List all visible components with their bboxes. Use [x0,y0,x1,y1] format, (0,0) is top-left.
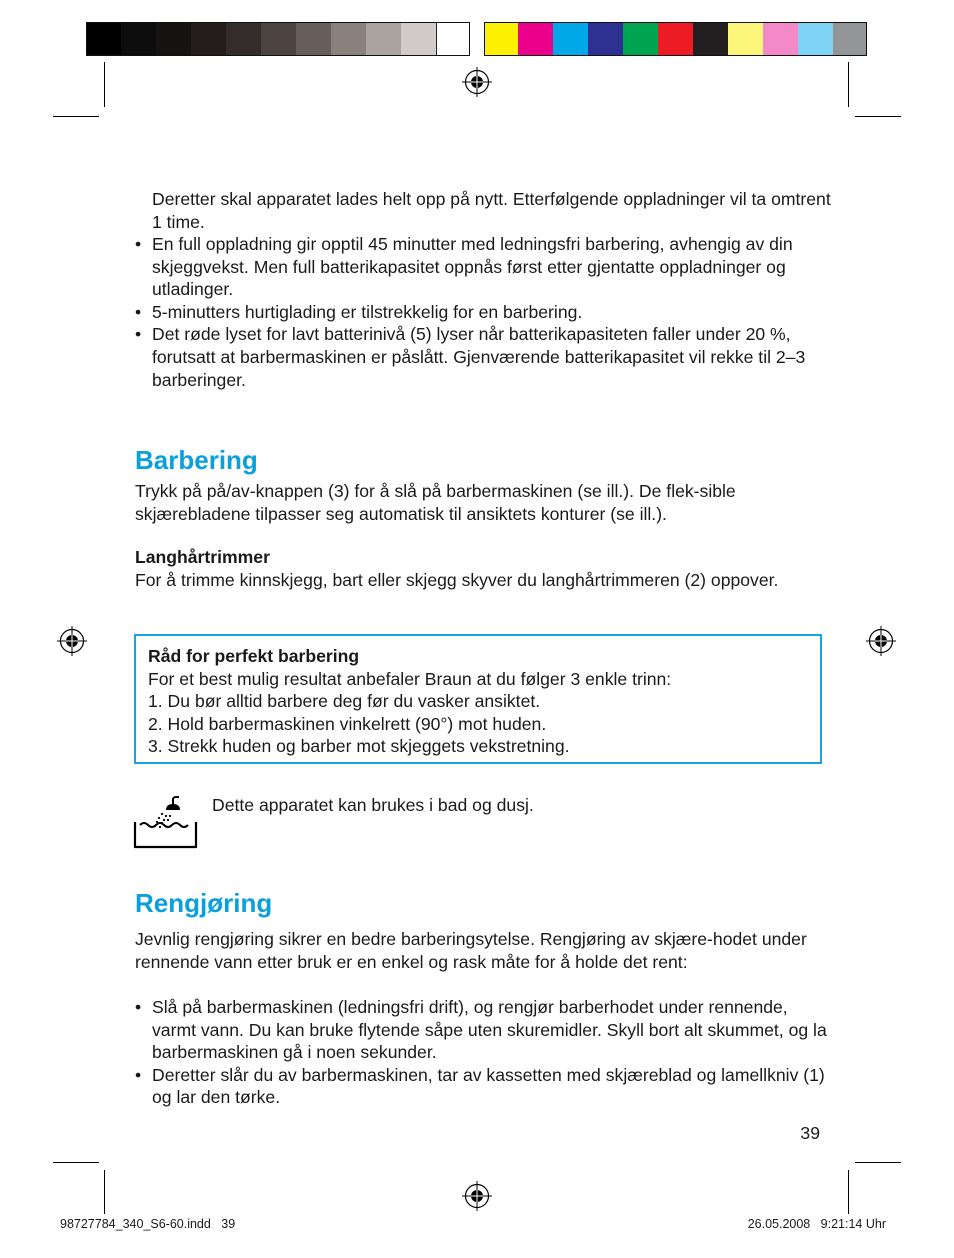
crop-mark [104,1170,105,1214]
intro-continuation: Deretter skal apparatet lades helt opp på nytt. Etterfølgende oppladninger vil ta omtrent 1 time. [152,189,831,232]
section-heading-cleaning: Rengjøring [135,888,273,918]
shower-bath-icon [133,794,199,850]
crop-mark [53,1162,99,1163]
shaving-body: Trykk på på/av-knappen (3) for å slå på barbermaskinen (se ill.). De flek-sible skjærebladene tilpasser seg automatisk til ansiktets konturer (se ill.). [135,481,736,524]
crop-mark [855,1162,901,1163]
color-bar-outline-left [86,22,470,56]
color-bar-outline-right [484,22,867,56]
list-item: • 5-minutters hurtiglading er tilstrekkelig for en barbering. [135,301,835,324]
trimmer-body: For å trimme kinnskjegg, bart eller skjegg skyver du langhårtrimmeren (2) oppover. [135,570,779,590]
crop-mark [53,116,99,117]
crop-mark [848,62,849,107]
page-number: 39 [800,1123,820,1143]
registration-mark-icon [462,1181,492,1211]
list-item: 3. Strekk huden og barber mot skjeggets vekstretning. [148,736,570,757]
crop-mark [104,62,105,107]
crop-mark [855,116,901,117]
tips-title: Råd for perfekt barbering [148,646,360,666]
list-item: 2. Hold barbermaskinen vinkelrett (90°) mot huden. [148,713,547,734]
registration-mark-icon [462,67,492,97]
trimmer-title: Langhårtrimmer [135,547,270,567]
footer-file-info: 98727784_340_S6-60.indd 39 [60,1217,236,1231]
footer-timestamp: 26.05.2008 9:21:14 Uhr [747,1217,886,1231]
registration-mark-icon [866,626,896,656]
tips-box [134,634,822,764]
bath-note-text: Dette apparatet kan brukes i bad og dusj. [212,795,534,815]
list-item: 1. Du bør alltid barbere deg før du vasker ansiktet. [148,691,541,712]
list-item: • Det røde lyset for lavt batterinivå (5) lyser når batterikapasiteten faller under 20 %, forutsatt at barbermaskinen er påslått. Gjenværende batterikapasitet vil rekke til 2–3 barberinger. [135,323,835,391]
registration-mark-icon [57,626,87,656]
list-item: • Deretter slår du av barbermaskinen, tar av kassetten med skjæreblad og lamellkniv (1) og lar den tørke. [135,1064,835,1109]
cleaning-body: Jevnlig rengjøring sikrer en bedre barberingsytelse. Rengjøring av skjære-hodet under rennende vann etter bruk er en enkel og rask måte for å holde det rent: [135,929,807,972]
section-heading-shaving: Barbering [135,445,258,475]
tips-intro: For et best mulig resultat anbefaler Braun at du følger 3 enkle trinn: [148,668,672,689]
list-item: • En full oppladning gir opptil 45 minutter med ledningsfri barbering, avhengig av din skjeggvekst. Men full batterikapasitet oppnås først etter gjentatte oppladninger og utladinger. [135,233,835,301]
list-item: • Slå på barbermaskinen (ledningsfri drift), og rengjør barberhodet under rennende, varmt vann. Du kan bruke flytende såpe uten skuremidler. Skyll bort alt skummet, og la barbermaskinen gå i noen sekunder. [135,996,835,1064]
intro-bullet-list [135,233,835,391]
cleaning-bullet-list [135,996,835,1109]
crop-mark [848,1170,849,1214]
